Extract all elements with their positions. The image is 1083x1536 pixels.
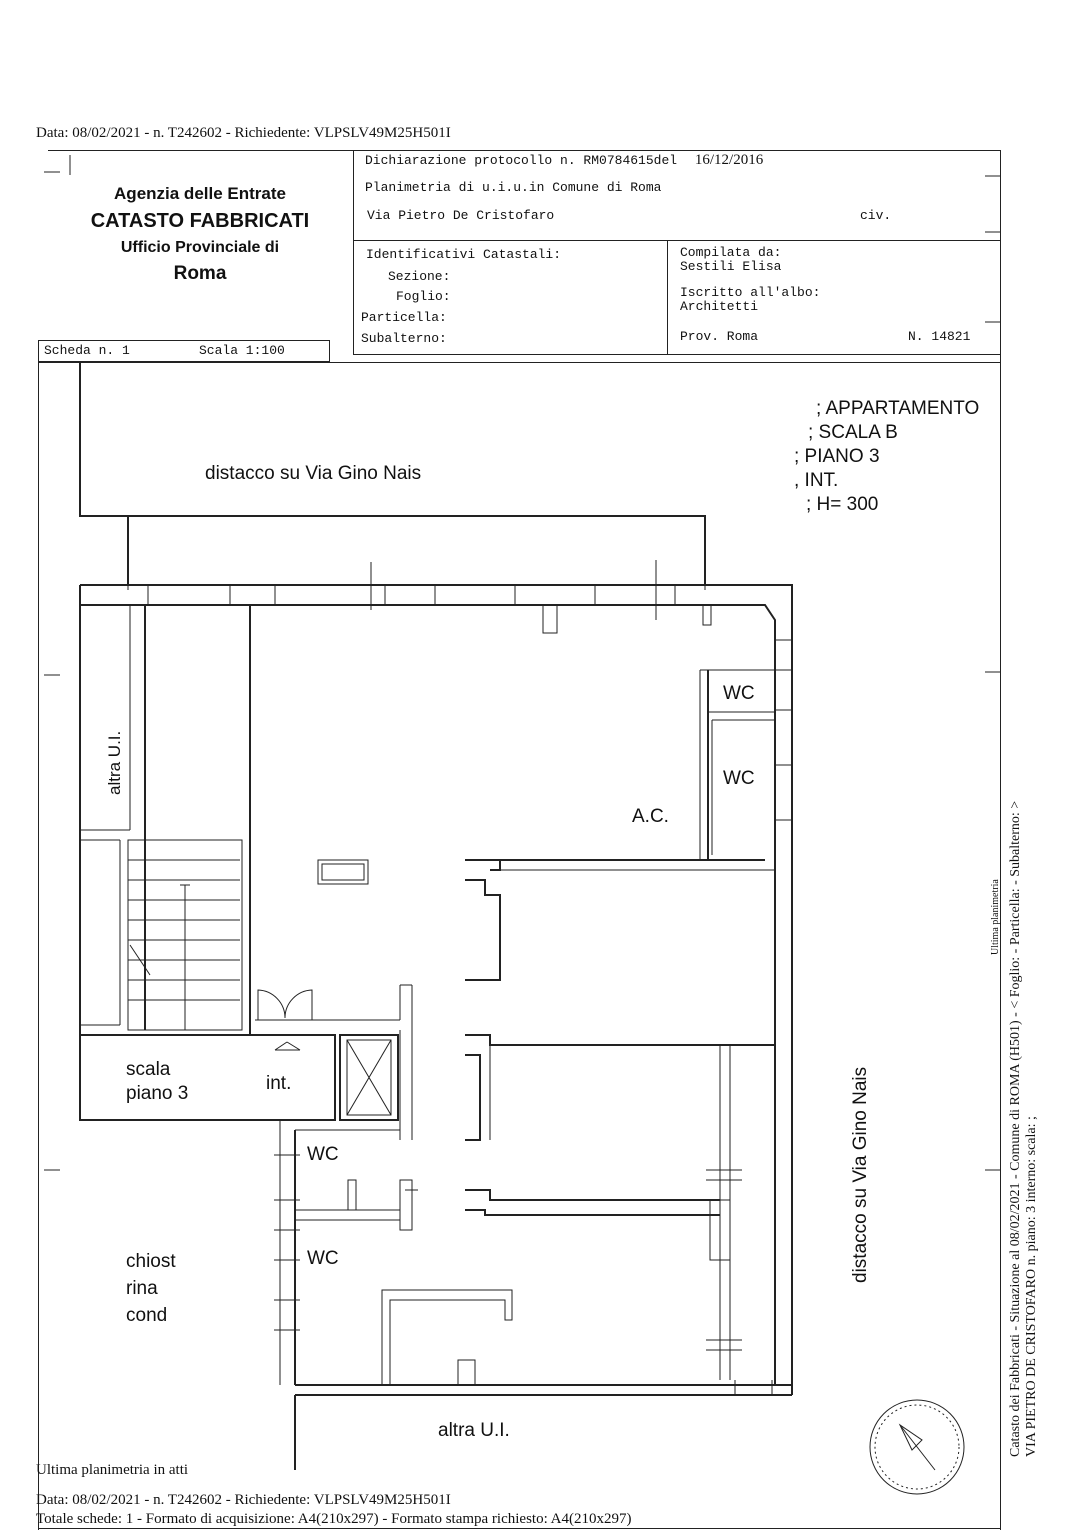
scala-label bbox=[126, 1058, 188, 1106]
chiostrina-label bbox=[126, 1248, 176, 1329]
ac-label: A.C. bbox=[632, 806, 669, 827]
registration-number: N. 14821 bbox=[908, 329, 971, 344]
protocol-date: 16/12/2016 bbox=[694, 152, 764, 168]
scheda-number: Scheda n. 1 bbox=[44, 343, 130, 358]
foglio-label: Foglio: bbox=[396, 289, 451, 304]
identifiers-title: Identificativi Catastali: bbox=[366, 247, 562, 262]
unit-scala: ; SCALA B bbox=[808, 422, 898, 443]
scala-label-line2: piano 3 bbox=[126, 1083, 189, 1104]
chiostrina-line3: cond bbox=[126, 1305, 168, 1326]
unit-interno: , INT. bbox=[794, 470, 839, 491]
footer-totale: Totale schede: 1 - Formato di acquisizione: A4(210x297) - Formato stampa richiesto: A4(210x297) bbox=[36, 1511, 632, 1527]
wc-label-2: WC bbox=[723, 768, 755, 789]
header-data-line: Data: 08/02/2021 - n. T242602 - Richiedente: VLPSLV49M25H501I bbox=[36, 125, 451, 141]
scala-label-line1: scala bbox=[126, 1059, 171, 1080]
address-line: Via Pietro De Cristofaro bbox=[367, 208, 555, 223]
particella-label: Particella: bbox=[361, 310, 447, 325]
unit-type: ; APPARTAMENTO bbox=[816, 398, 980, 419]
north-arrow-icon bbox=[870, 1400, 964, 1494]
altra-ui-bottom-label: altra U.I. bbox=[438, 1420, 510, 1441]
unit-piano: ; PIANO 3 bbox=[794, 446, 880, 467]
planimetria-line: Planimetria di u.i.u.in Comune di Roma bbox=[365, 180, 662, 195]
compiled-by-label: Compilata da: bbox=[680, 245, 782, 260]
province: Prov. Roma bbox=[680, 329, 759, 344]
registration-marks bbox=[44, 155, 1000, 1170]
side-catasto-line: Catasto dei Fabbricati - Situazione al 08/02/2021 - Comune di ROMA (H501) - < Foglio: - Particella: - Subalterno: > bbox=[1008, 800, 1023, 1457]
catasto-title: CATASTO FABBRICATI bbox=[90, 210, 310, 232]
distacco-right-label: distacco su Via Gino Nais bbox=[850, 1066, 871, 1283]
footer-ultima: Ultima planimetria in atti bbox=[36, 1462, 189, 1478]
sezione-label: Sezione: bbox=[388, 269, 451, 284]
chiostrina-line1: chiost bbox=[126, 1251, 176, 1272]
compiled-by-name: Sestili Elisa bbox=[680, 259, 782, 274]
subalterno-label: Subalterno: bbox=[361, 331, 447, 346]
footer-data-line: Data: 08/02/2021 - n. T242602 - Richiedente: VLPSLV49M25H501I bbox=[36, 1492, 451, 1508]
side-stamp: Ultima planimetria bbox=[990, 879, 1001, 955]
ufficio-label: Ufficio Provinciale di bbox=[120, 239, 280, 256]
agency-name: Agenzia delle Entrate bbox=[114, 184, 286, 203]
side-address-line: VIA PIETRO DE CRISTOFARO n. piano: 3 interno: scala: ; bbox=[1024, 1116, 1039, 1457]
civ-label: civ. bbox=[860, 208, 892, 223]
int-label: int. bbox=[266, 1073, 292, 1094]
ufficio-city: Roma bbox=[173, 263, 227, 284]
wc-label-1: WC bbox=[723, 683, 755, 704]
albo-value: Architetti bbox=[680, 299, 759, 314]
albo-label: Iscritto all'albo: bbox=[680, 285, 821, 300]
unit-info-block bbox=[794, 397, 980, 517]
unit-height: ; H= 300 bbox=[806, 494, 879, 515]
wc-label-3: WC bbox=[307, 1144, 339, 1165]
scale-label: Scala 1:100 bbox=[199, 343, 285, 358]
distacco-top-label: distacco su Via Gino Nais bbox=[205, 463, 422, 484]
wc-label-4: WC bbox=[307, 1248, 339, 1269]
chiostrina-line2: rina bbox=[126, 1278, 158, 1299]
altra-ui-left-label: altra U.I. bbox=[105, 730, 124, 795]
plan-walls bbox=[80, 362, 792, 1470]
protocol-number: Dichiarazione protocollo n. RM0784615del bbox=[365, 153, 678, 168]
